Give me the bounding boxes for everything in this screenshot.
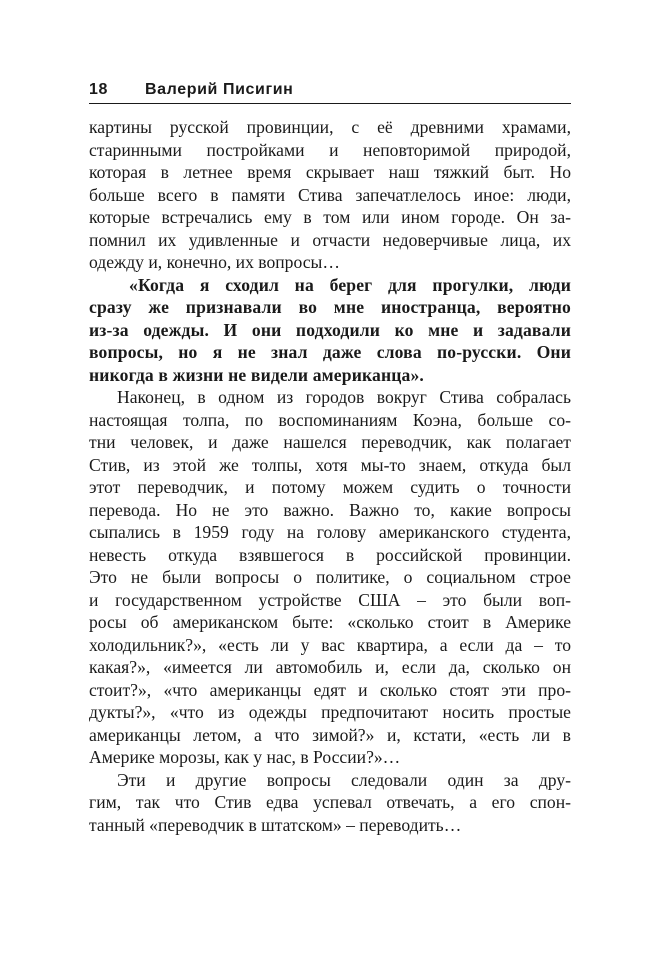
text-line: вопросы, но я не знал даже слова по-русски. Они	[89, 342, 571, 362]
text-line: холодильник?», «есть ли у вас квартира, а если да – то	[89, 634, 571, 655]
text-line: росы об американском быте: «сколько стоит в Америке	[89, 612, 571, 632]
text-line: из-за одежды. И они подходили ко мне и задавали	[89, 319, 571, 340]
text-line: гим, так что Стив едва успевал отвечать, а его спон-	[89, 792, 571, 812]
text-line: настоящая толпа, по воспоминаниям Коэна, больше со-	[89, 409, 571, 430]
text-line: тни человек, и даже нашелся переводчик, как полагает	[89, 432, 571, 452]
text-line: которые встречались ему в том или ином городе. Он за-	[89, 207, 571, 227]
text-line: сыпались в 1959 году на голову американского студента,	[89, 522, 571, 542]
body-text	[89, 116, 571, 836]
book-page	[89, 78, 571, 836]
paragraph	[89, 386, 571, 769]
text-line: которая в летнее время скрывает наш тяжкий быт. Но	[89, 162, 571, 182]
paragraph	[89, 769, 571, 837]
running-head-author: Валерий Писигин	[145, 81, 294, 98]
text-line: помнил их удивленные и отчасти недоверчивые лица, их	[89, 229, 571, 250]
text-line: дукты?», «что из одежды предпочитают носить простые	[89, 702, 571, 722]
text-line: невесть откуда взявшегося в российской провинции.	[89, 544, 571, 565]
text-line: картины русской провинции, с её древними храмами,	[89, 117, 571, 137]
text-line: Эти и другие вопросы следовали один за дру-	[117, 769, 571, 790]
text-line: Америке морозы, как у нас, в России?»…	[89, 747, 401, 767]
text-line: Наконец, в одном из городов вокруг Стива собралась	[117, 387, 571, 407]
text-line: «Когда я сходил на берег для прогулки, люди	[129, 274, 571, 295]
paragraph	[89, 116, 571, 274]
header-rule	[89, 103, 571, 104]
running-head	[89, 78, 571, 102]
page-number: 18	[89, 81, 108, 98]
text-line: Стив, из этой же толпы, хотя мы-то знаем, откуда был	[89, 454, 571, 475]
text-line: стоит?», «что американцы едят и сколько стоят эти про-	[89, 679, 571, 700]
text-line: одежду и, конечно, их вопросы…	[89, 252, 340, 272]
quote-paragraph	[89, 274, 571, 387]
text-line: какая?», «имеется ли автомобиль и, если да, сколько он	[89, 657, 571, 677]
text-line: сразу же признавали во мне иностранца, вероятно	[89, 297, 571, 317]
text-line: старинными постройками и неповторимой природой,	[89, 139, 571, 160]
text-line: американцы летом, а что зимой?» и, кстати, «есть ли в	[89, 724, 571, 745]
text-line: Это не были вопросы о политике, о социальном строе	[89, 567, 571, 587]
text-line: и государственном устройстве США – это были воп-	[89, 589, 571, 610]
text-line: этот переводчик, и потому можем судить о точности	[89, 477, 571, 497]
text-line: больше всего в памяти Стива запечатлелось иное: люди,	[89, 184, 571, 205]
text-line: танный «переводчик в штатском» – переводить…	[89, 814, 462, 835]
text-line: перевода. Но не это важно. Важно то, какие вопросы	[89, 499, 571, 520]
text-line: никогда в жизни не видели американца».	[89, 364, 424, 385]
